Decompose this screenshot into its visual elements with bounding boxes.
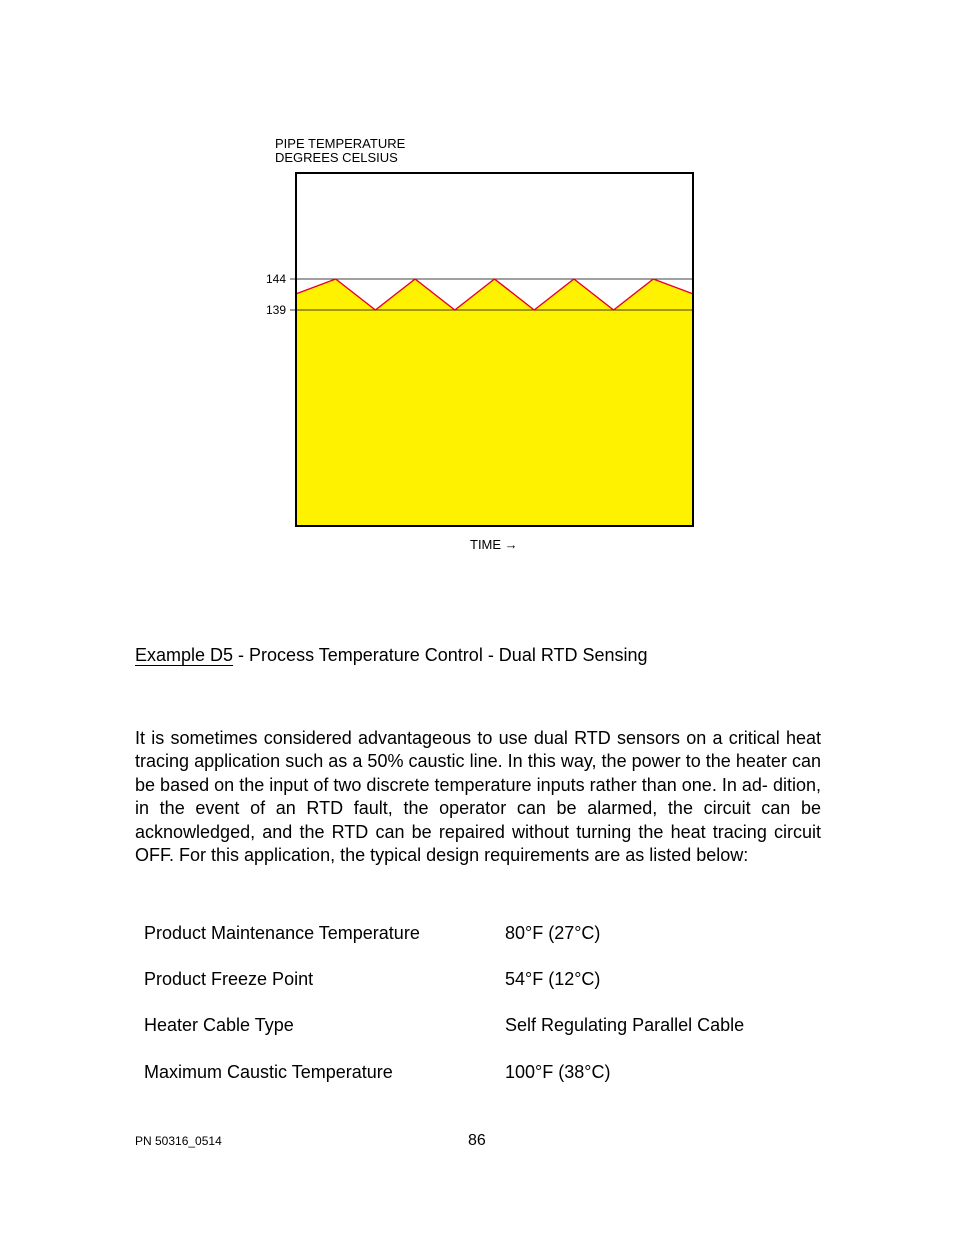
footer-part-number: PN 50316_0514 (135, 1134, 222, 1148)
page-number: 86 (468, 1132, 486, 1149)
requirement-value: 100°F (38°C) (505, 1062, 611, 1082)
example-label: Example D5 (135, 645, 234, 665)
requirement-value: 80°F (27°C) (505, 923, 601, 943)
y-axis-label-line2: DEGREES CELSIUS (275, 150, 398, 165)
example-title: - Process Temperature Control - Dual RTD Sensing (233, 645, 648, 665)
chart-y-axis-label (275, 137, 405, 165)
section-heading (135, 645, 648, 666)
body-paragraph: It is sometimes considered advantageous to use dual RTD sensors on a critical heat tracing application such as a 50% caustic line. In this way, the power to the heater can be based on the input of two discrete temperature inputs rather than one. In ad- dition, in the event of an RTD fault, the operator can be alarmed, the circuit can be acknowledged, and the RTD can be repaired without turning the heat tracing circuit OFF. For this application, the typical design requirements are as listed below: (135, 728, 821, 866)
chart-x-axis-label: TIME → (470, 537, 518, 552)
temperature-chart (285, 170, 697, 530)
requirement-label: Heater Cable Type (144, 1015, 294, 1035)
y-axis-label-line1: PIPE TEMPERATURE (275, 136, 406, 151)
requirement-label: Maximum Caustic Temperature (144, 1062, 393, 1082)
tick-label-lower: 139 (265, 303, 286, 317)
tick-label-upper: 144 (265, 272, 286, 286)
requirement-value: 54°F (12°C) (505, 969, 601, 989)
temperature-fill-area (296, 279, 693, 526)
requirement-label: Product Maintenance Temperature (144, 923, 420, 943)
requirement-label: Product Freeze Point (144, 969, 314, 989)
requirement-value: Self Regulating Parallel Cable (505, 1015, 745, 1035)
